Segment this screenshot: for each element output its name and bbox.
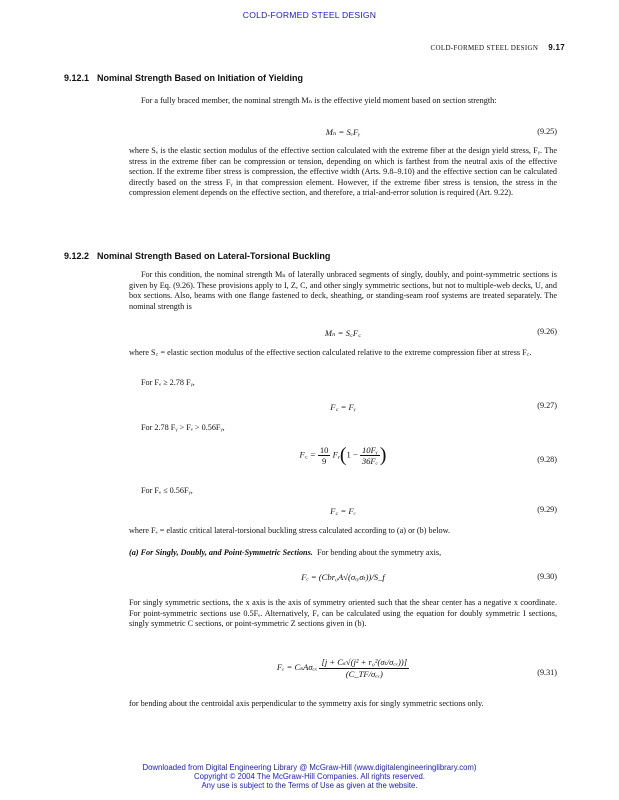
equation-9-28: F꜀ = $\frac{10}{9}$ Fᵧ(1 − $\frac{\text{10Fᵧ}}{\text{36Fₑ}}$ ) (9.28) [299, 444, 557, 466]
condition: For Fₑ ≤ 0.56Fᵧ, [141, 486, 193, 495]
equation-9-26: Mₙ = S꜀F꜀ (9.26) [324, 327, 557, 338]
footer-download-link[interactable]: Downloaded from Digital Engineering Library @ McGraw-Hill (www.digitalengineeringlibrary.com) [142, 763, 477, 772]
running-head-title: COLD-FORMED STEEL DESIGN [430, 44, 539, 52]
paragraph: where S꜀ = elastic section modulus of the effective section calculated relative to the extreme compression fiber at stress F꜀. [129, 348, 532, 357]
equation-number: (9.27) [537, 401, 557, 410]
equation-number: (9.28) [537, 455, 557, 464]
equation-9-25: Mₙ = SₑFᵧ (9.25) [325, 127, 557, 137]
paragraph: For a fully braced member, the nominal strength Mₙ is the effective yield moment based on section strength: [141, 96, 497, 105]
equation-number: (9.26) [537, 327, 557, 336]
condition: For Fₑ ≥ 2.78 Fᵧ, [141, 378, 195, 387]
equation-9-31: Fₑ = CₛAσₑₓ $\frac{\text{[j + Cₛ√(j² + r₀²(σₜ/σₑₓ))]}}{\text{(C\_TF/σₑₓ)}}$ (9.31) [276, 657, 557, 679]
subsection-title: (a) For Singly, Doubly, and Point-Symmetric Sections. [129, 548, 313, 557]
running-head [431, 43, 565, 52]
paragraph: where Fₑ = elastic critical lateral-torsional buckling stress calculated according to (a) or (b) below. [129, 526, 451, 535]
condition: For 2.78 Fᵧ > Fₑ > 0.56Fᵧ, [141, 423, 225, 432]
paragraph: For singly symmetric sections, the x axis is the axis of symmetry oriented such that the shear center has a negative x coordinate. For point-symmetric sections use 0.5Fₑ. Alternatively, Fₑ can be calculated using the equation for doubly symmetric I sections, singly symmetric C sections, or point-symmetric Z sections given in (b). [129, 598, 557, 629]
paragraph: For this condition, the nominal strength Mₙ of laterally unbraced segments of singly, doubly, and point-symmetric sections is given by Eq. (9.26). These provisions apply to I, Z, C, and other singly symmetric sections, but not to multiple-web decks, U, and box sections. Also, beams with one flange fastened to deck, sheathing, or standing-seam roof systems are treated separately. The nominal strength is [129, 270, 557, 311]
paragraph: for bending about the centroidal axis perpendicular to the symmetry axis for singly symmetric sections only. [129, 699, 484, 708]
top-banner: COLD-FORMED STEEL DESIGN [242, 10, 377, 20]
section-number: 9.12.1 [64, 73, 90, 83]
section-title: Nominal Strength Based on Lateral-Torsional Buckling [97, 251, 331, 261]
equation-9-30: Fₑ = (Cbr₀A√(σₑᵧσₜ))/S_f (9.30) [301, 572, 557, 582]
footer-copyright: Copyright © 2004 The McGraw-Hill Companies. All rights reserved. [194, 772, 425, 782]
equation-number: (9.30) [537, 572, 557, 581]
equation-number: (9.31) [537, 668, 557, 677]
footer-terms-link[interactable]: Any use is subject to the Terms of Use as given at the website. [201, 781, 418, 791]
section-title: Nominal Strength Based on Initiation of Yielding [97, 73, 304, 83]
subsection-a: (a) For Singly, Doubly, and Point-Symmetric Sections. For bending about the symmetry axis, [129, 548, 442, 557]
page-number: 9.17 [548, 43, 565, 52]
equation-number: (9.29) [537, 505, 557, 514]
equation-number: (9.25) [537, 127, 557, 136]
footer [0, 763, 619, 791]
section-number: 9.12.2 [64, 251, 90, 261]
equation-9-27: F꜀ = Fᵧ (9.27) [330, 401, 557, 412]
equation-9-29: F꜀ = Fₑ (9.29) [330, 505, 557, 516]
paragraph: where Sₑ is the elastic section modulus of the effective section calculated with the extreme fiber at the design yield stress, Fᵧ. The stress in the extreme fiber can be compression or tension, depending on which is farthest from the neutral axis of the effective section. If the extreme fiber stress is compression, the effective width (Arts. 9.8–9.10) and the effective section can be calculated directly based on the stress Fᵧ in that compression element. However, if the extreme fiber stress is tension, the stress in the compression element depends on the effective section, and therefore, a trial-and-error solution is required (Art. 9.22). [129, 146, 557, 198]
